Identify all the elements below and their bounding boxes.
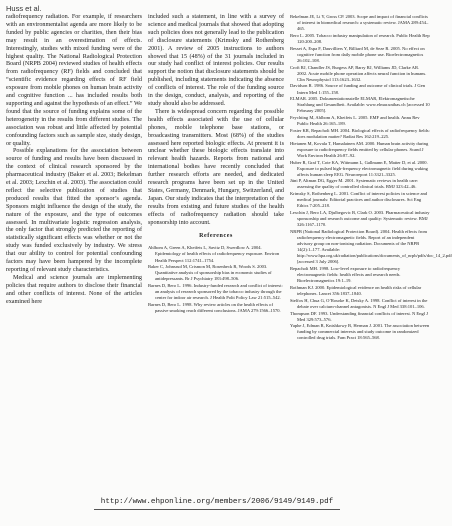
paragraph: There is widespread concern regarding the possible health effects associated with the use of cellular phones, mobile telephone base stations, or broadcasting transmitters. Most (68%) of the studies assessed here reported biologic effects. At present it is unclear whether these biologic effects translate into relevant health hazards. Reports from national and international bodies have recently concluded that further research efforts are needed, and dedicated research programs have been set up in the United States, Germany, Denmark, Hungary, Switzerland, and Japan. Our study indicates that the interpretation of the results from existing and future studies of the health effects of radiofrequency radiation should take sponsorship into account. xyxy=(148,108,284,226)
reference-item: Lexchin J, Bero LA, Djulbegovic B, Clark O. 2003. Pharmaceutical industry sponsorship and research outcome and quality: Systematic review. BMJ 326:1167–1170. xyxy=(290,210,430,228)
references-column-right xyxy=(290,14,452,342)
reference-item: Stelfox H, Chua G, O’Rourke K, Detsky A. 1998. Conflict of interest in the debate over calcium-channel antagonists. N Engl J Med 338:101–106. xyxy=(290,297,428,309)
paragraph: Possible explanations for the association between source of funding and results have been discussed in the context of clinical research sponsored by the pharmaceutical industry (Baker et al. 2003; Bekelman et al. 2003; Lexchin et al. 2003). The association could reflect the selective publication of studies that produced results that fitted the sponsor’s agenda. Sponsors might influence the design of the study, the nature of the exposure, and the type of outcomes assessed. In multivariate logistic regression analysis, the only factor that strongly predicted the reporting of statistically significant effects was whether or not the study was funded exclusively by industry. We stress that our ability to control for potential confounding factors may have been hampered by the incomplete reporting of relevant study characteristics. xyxy=(6,148,142,273)
reference-item: Rothman KJ. 2000. Epidemiological evidence on health risks of cellular telephones. Lancet 356:1837–1840. xyxy=(290,284,422,297)
paragraph: included such a statement, in line with a survey of science and medical journals that showed that adopting such policies does not generally lead to the publication of disclosure statements (Krimsky and Rothenberg 2001). A review of 2005 instructions to authors showed that 15 (48%) of the 31 journals included in our study had conflict of interest policies. Our results support the notion that disclosure statements should be published, including statements indicating the absence of conflicts of interest. The role of the funding source in the design, conduct, analysis, and reporting of the study should also be addressed. xyxy=(148,14,284,107)
paragraph: radiofrequency radiation. For example, if researchers with an environmentalist agenda are more likely to be funded by public agencies or charities, then their bias may result in an overestimation of effects. Interestingly, studies with mixed funding were of the highest quality. The National Radiological Protection Board (NRPB 2004) reviewed studies of health effects from radiofrequency (RF) fields and concluded that “scientific evidence regarding effects of RF field exposure from mobile phones on human brain activity and cognitive function ... has included results both supporting and against the hypothesis of an effect.” We found that the source of funding explains some of the heterogeneity in the results from different studies. The association was robust and little affected by potential confounding factors such as sample size, study design, or quality. xyxy=(6,14,142,147)
reference-item: Croft RJ, Chandler JS, Burgess AP, Barry RJ, Williams JD, Clarke AR. 2002. Acute mobile phone operation affects neural function in humans. Clin Neurophysiol 113:1623–1632. xyxy=(290,64,427,82)
body-column-middle xyxy=(148,14,284,315)
reference-item: Besset A, Espa F, Dauvilliers Y, Billiard M, de Seze R. 2005. No effect on cognitive function from daily mobile phone use. Bioelectromagnetics 26:102–108. xyxy=(290,45,425,63)
reference-item: Yaphe J, Edman R, Knishkowy B, Herman J. 2001. The association between funding by commercial interests and study outcome in randomized controlled drug trials. Fam Pract 18:565–568. xyxy=(290,323,430,341)
reference-item: NRPB (National Radiological Protection Board). 2004. Health effects from radiofrequency electromagnetic fields. Report of an independent advisory group on non-ionising radiation. Documents of the NRPB 14(2):1–177. Available: http://www.hpa.org.uk/radiation/publications/documents_of_nrpb/pdfs/doc_14_2.pdf [accessed 3 July 2006]. xyxy=(290,228,452,265)
references-heading: References xyxy=(199,233,233,240)
reference-item: Jüni P, Altman DG, Egger M. 2001. Systematic reviews in health care: assessing the quality of controlled clinical trials. BMJ 323:42–46. xyxy=(290,178,419,190)
reference-item: Repacholi MH. 1998. Low-level exposure to radiofrequency electromagnetic fields: health effects and research needs. Bioelectromagnetics 19:1–19. xyxy=(290,266,401,284)
reference-item: Thompson DF. 1993. Understanding financial conflicts of interest. N Engl J Med 329:573–576. xyxy=(290,310,428,322)
reference-item: Bero L. 2005. Tobacco industry manipulation of research. Public Health Rep 120:200–208. xyxy=(290,32,430,44)
reference-item: Barnes D, Bero L. 1996. Industry-funded research and conflict of interest: an analysis of research sponsored by the tobacco industry through the center for indoor air research. J Health Polit Policy Law 21:515–542. xyxy=(148,283,283,301)
reference-item: Barnes D, Bero L. 1998. Why review articles on the health effects of passive smoking reach different conclusions. JAMA 279:1566–1570. xyxy=(148,302,281,314)
reference-item: Feychting M, Ahlbom A, Kheifets L. 2005. EMF and health. Annu Rev Public Health 26:165–189. xyxy=(290,115,420,127)
source-url-link[interactable]: http://www.ehponline.org/members/2006/9149/9149.pdf xyxy=(100,498,334,506)
body-column-left xyxy=(6,14,142,307)
reference-item: Bekelman JE, Li Y, Gross CP. 2003. Scope and impact of financial conflicts of interest in biomedical research: a systematic review. JAMA 289:454–465. xyxy=(290,14,429,32)
footer-divider xyxy=(94,509,340,510)
reference-item: Ahlbom A, Green A, Kheifets L, Savitz D, Swerdlow A. 2004. Epidemiology of health effects of radiofrequency exposure. Environ Health Perspect 112:1741–1754. xyxy=(148,245,280,263)
running-head: Huss et al. xyxy=(6,4,42,13)
reference-item: ELMAR. 2005. Dokumentationsstelle ELMAR, Elektromagnetische Strahlung und Gesundheit. Available: www.elmar.unibas.ch [accessed 10 February 2005]. xyxy=(290,96,430,114)
reference-item: Baker C, Johnsrud M, Crismon M, Rosenheck R, Woods S. 2003. Quantitative analysis of sponsorship bias in economic studies of antidepressants. Br J Psychiatry 183:498–506. xyxy=(148,264,272,282)
reference-item: Hietanen M, Kovala T, Hamalainen AM. 2000. Human brain activity during exposure to radiofrequency fields emitted by cellular phones. Scand J Work Environ Health 26:87–92. xyxy=(290,140,429,158)
reference-item: Krimsky S, Rothenberg L. 2001. Conflict of interest policies in science and medical journals: Editorial practices and author disclosures. Sci Eng Ethics 7:205–218. xyxy=(290,191,428,209)
reference-item: Foster KR, Repacholi MH. 2004. Biological effects of radiofrequency fields: does modulation matter? Radiat Res 162:219–225. xyxy=(290,127,430,139)
paragraph: Medical and science journals are implementing policies that require authors to disclose their financial and other conflicts of interest. None of the articles examined here xyxy=(6,274,142,305)
reference-item: Huber R, Graf T, Cote KA, Wittmann L, Gallmann E, Matter D, et al. 2000. Exposure to pulsed high-frequency electromagnetic field during waking affects human sleep EEG. Neuroreport 11:3321–3325. xyxy=(290,159,428,177)
reference-item: Davidson R. 1986. Source of funding and outcome of clinical trials. J Gen Intern Med 1:155–158. xyxy=(290,83,425,95)
